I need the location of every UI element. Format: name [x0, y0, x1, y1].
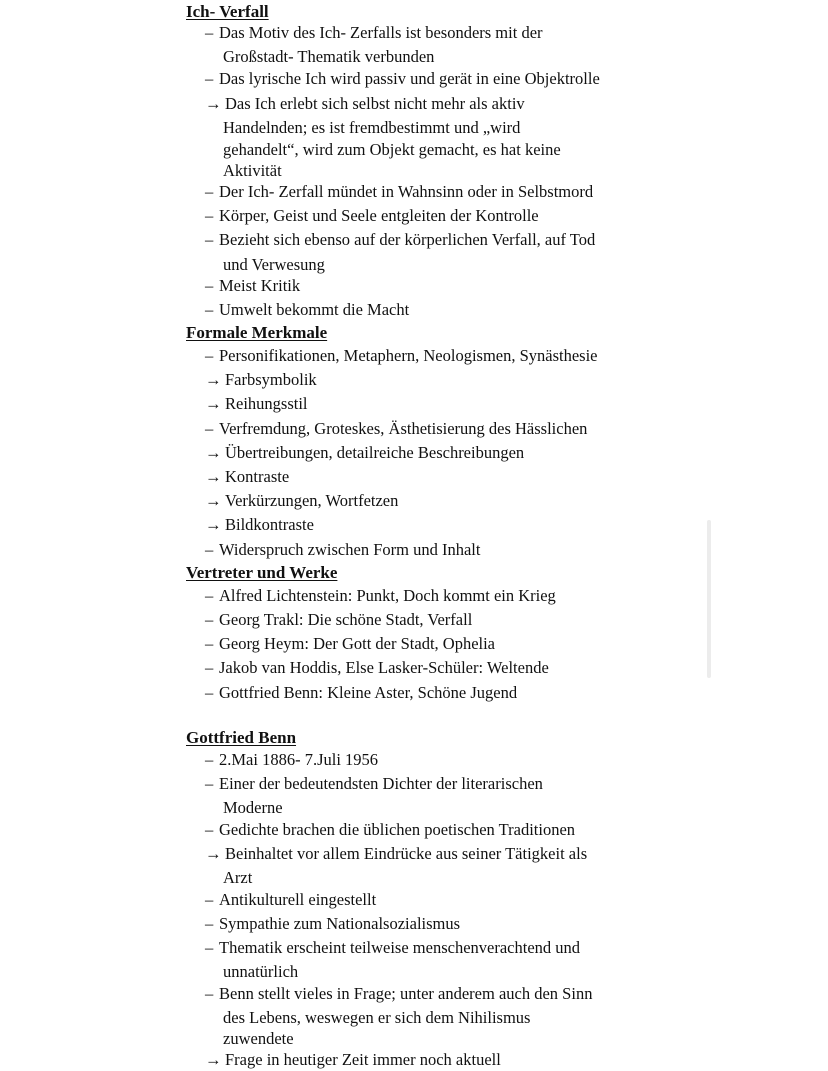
list-item-continuation — [205, 961, 298, 983]
item-text: Umwelt bekommt die Macht — [219, 300, 410, 319]
item-text: Das Motiv des Ich- Zerfalls ist besonders mit der — [219, 23, 543, 42]
item-text: Einer der bedeutendsten Dichter der literarischen — [219, 774, 543, 793]
arrow-marker: → — [205, 467, 222, 486]
dash-marker: – — [205, 182, 214, 201]
heading-ich-verfall: Ich- Verfall — [186, 2, 269, 21]
item-text: Benn stellt vieles in Frage; unter anderem auch den Sinn — [219, 984, 593, 1003]
item-text: und Verwesung — [223, 255, 325, 274]
list-item — [205, 889, 376, 911]
item-text: Gedichte brachen die üblichen poetischen Traditionen — [219, 820, 576, 839]
list-item-continuation — [205, 867, 252, 889]
arrow-marker: → — [205, 844, 222, 863]
list-item — [205, 275, 300, 297]
item-text: Übertreibungen, detailreiche Beschreibungen — [225, 443, 525, 462]
list-item — [205, 22, 543, 44]
item-text: Körper, Geist und Seele entgleiten der Kontrolle — [219, 206, 539, 225]
list-item — [205, 983, 592, 1005]
list-item-continuation — [205, 797, 283, 819]
list-item-arrow — [205, 514, 314, 536]
list-item — [205, 299, 409, 321]
list-item — [205, 229, 595, 251]
scrollbar[interactable] — [707, 520, 711, 678]
list-item-arrow — [205, 490, 398, 512]
list-item — [205, 937, 580, 959]
item-text: Kontraste — [225, 467, 290, 486]
list-item — [205, 682, 517, 704]
dash-marker: – — [205, 938, 214, 957]
item-text: Bezieht sich ebenso auf der körperlichen Verfall, auf Tod — [219, 230, 596, 249]
heading-formale-merkmale: Formale Merkmale — [186, 323, 328, 342]
dash-marker: – — [205, 276, 214, 295]
list-item-arrow — [205, 442, 524, 464]
dash-marker: – — [205, 23, 214, 42]
dash-marker: – — [205, 346, 214, 365]
item-text: Personifikationen, Metaphern, Neologismen, Synästhesie — [219, 346, 598, 365]
heading-vertreter-und-werke: Vertreter und Werke — [186, 563, 338, 582]
list-item-arrow — [205, 843, 587, 865]
item-text: Verkürzungen, Wortfetzen — [225, 491, 399, 510]
list-item-continuation — [205, 1007, 530, 1029]
item-text: Reihungsstil — [225, 394, 308, 413]
list-item-continuation — [205, 117, 520, 139]
item-text: gehandelt“, wird zum Objekt gemacht, es hat keine — [223, 140, 561, 159]
item-text: Georg Trakl: Die schöne Stadt, Verfall — [219, 610, 473, 629]
dash-marker: – — [205, 419, 214, 438]
list-item-arrow — [205, 466, 289, 488]
item-text: Antikulturell eingestellt — [219, 890, 377, 909]
dash-marker: – — [205, 914, 214, 933]
list-item — [205, 773, 543, 795]
arrow-marker: → — [205, 443, 222, 462]
list-item-arrow — [205, 1049, 501, 1071]
arrow-marker: → — [205, 94, 222, 113]
list-item-arrow — [205, 369, 317, 391]
arrow-marker: → — [205, 1050, 222, 1069]
list-item-continuation — [205, 46, 434, 68]
item-text: Thematik erscheint teilweise menschenverachtend und — [219, 938, 581, 957]
list-item — [205, 819, 575, 841]
item-text: Sympathie zum Nationalsozialismus — [219, 914, 461, 933]
dash-marker: – — [205, 774, 214, 793]
item-text: Meist Kritik — [219, 276, 301, 295]
item-text: Das Ich erlebt sich selbst nicht mehr als aktiv — [225, 94, 525, 113]
dash-marker: – — [205, 984, 214, 1003]
dash-marker: – — [205, 683, 214, 702]
item-text: Handelnden; es ist fremdbestimmt und „wird — [223, 118, 521, 137]
dash-marker: – — [205, 206, 214, 225]
list-item-continuation — [205, 139, 561, 161]
heading-gottfried-benn: Gottfried Benn — [186, 728, 297, 747]
item-text: Aktivität — [223, 161, 282, 180]
list-item — [205, 418, 587, 440]
list-item — [205, 205, 539, 227]
dash-marker: – — [205, 634, 214, 653]
item-text: Bildkontraste — [225, 515, 314, 534]
list-item-continuation — [205, 160, 282, 182]
dash-marker: – — [205, 750, 214, 769]
list-item — [205, 585, 556, 607]
list-item — [205, 657, 549, 679]
item-text: Großstadt- Thematik verbunden — [223, 47, 435, 66]
list-item — [205, 345, 598, 367]
list-item — [205, 539, 480, 561]
item-text: Arzt — [223, 868, 253, 887]
dash-marker: – — [205, 69, 214, 88]
list-item — [205, 633, 495, 655]
dash-marker: – — [205, 230, 214, 249]
list-item-continuation — [205, 1028, 294, 1050]
dash-marker: – — [205, 586, 214, 605]
dash-marker: – — [205, 890, 214, 909]
item-text: Das lyrische Ich wird passiv und gerät in eine Objektrolle — [219, 69, 600, 88]
item-text: zuwendete — [223, 1029, 294, 1048]
item-text: Farbsymbolik — [225, 370, 317, 389]
item-text: Moderne — [223, 798, 283, 817]
item-text: Alfred Lichtenstein: Punkt, Doch kommt ein Krieg — [219, 586, 556, 605]
arrow-marker: → — [205, 370, 222, 389]
item-text: Gottfried Benn: Kleine Aster, Schöne Jugend — [219, 683, 518, 702]
dash-marker: – — [205, 820, 214, 839]
list-item-arrow — [205, 93, 525, 115]
item-text: Widerspruch zwischen Form und Inhalt — [219, 540, 481, 559]
item-text: Frage in heutiger Zeit immer noch aktuell — [225, 1050, 501, 1069]
item-text: Der Ich- Zerfall mündet in Wahnsinn oder in Selbstmord — [219, 182, 594, 201]
list-item — [205, 68, 600, 90]
arrow-marker: → — [205, 515, 222, 534]
item-text: Jakob van Hoddis, Else Lasker-Schüler: Weltende — [219, 658, 549, 677]
item-text: unnatürlich — [223, 962, 299, 981]
item-text: Beinhaltet vor allem Eindrücke aus seiner Tätigkeit als — [225, 844, 588, 863]
list-item-arrow — [205, 393, 308, 415]
item-text: Georg Heym: Der Gott der Stadt, Ophelia — [219, 634, 496, 653]
list-item — [205, 913, 460, 935]
list-item — [205, 181, 593, 203]
list-item — [205, 609, 472, 631]
list-item-continuation — [205, 254, 325, 276]
dash-marker: – — [205, 658, 214, 677]
dash-marker: – — [205, 610, 214, 629]
item-text: des Lebens, weswegen er sich dem Nihilismus — [223, 1008, 531, 1027]
dash-marker: – — [205, 540, 214, 559]
dash-marker: – — [205, 300, 214, 319]
item-text: Verfremdung, Groteskes, Ästhetisierung des Hässlichen — [219, 419, 588, 438]
item-text: 2.Mai 1886- 7.Juli 1956 — [219, 750, 379, 769]
arrow-marker: → — [205, 491, 222, 510]
arrow-marker: → — [205, 394, 222, 413]
list-item — [205, 749, 378, 771]
